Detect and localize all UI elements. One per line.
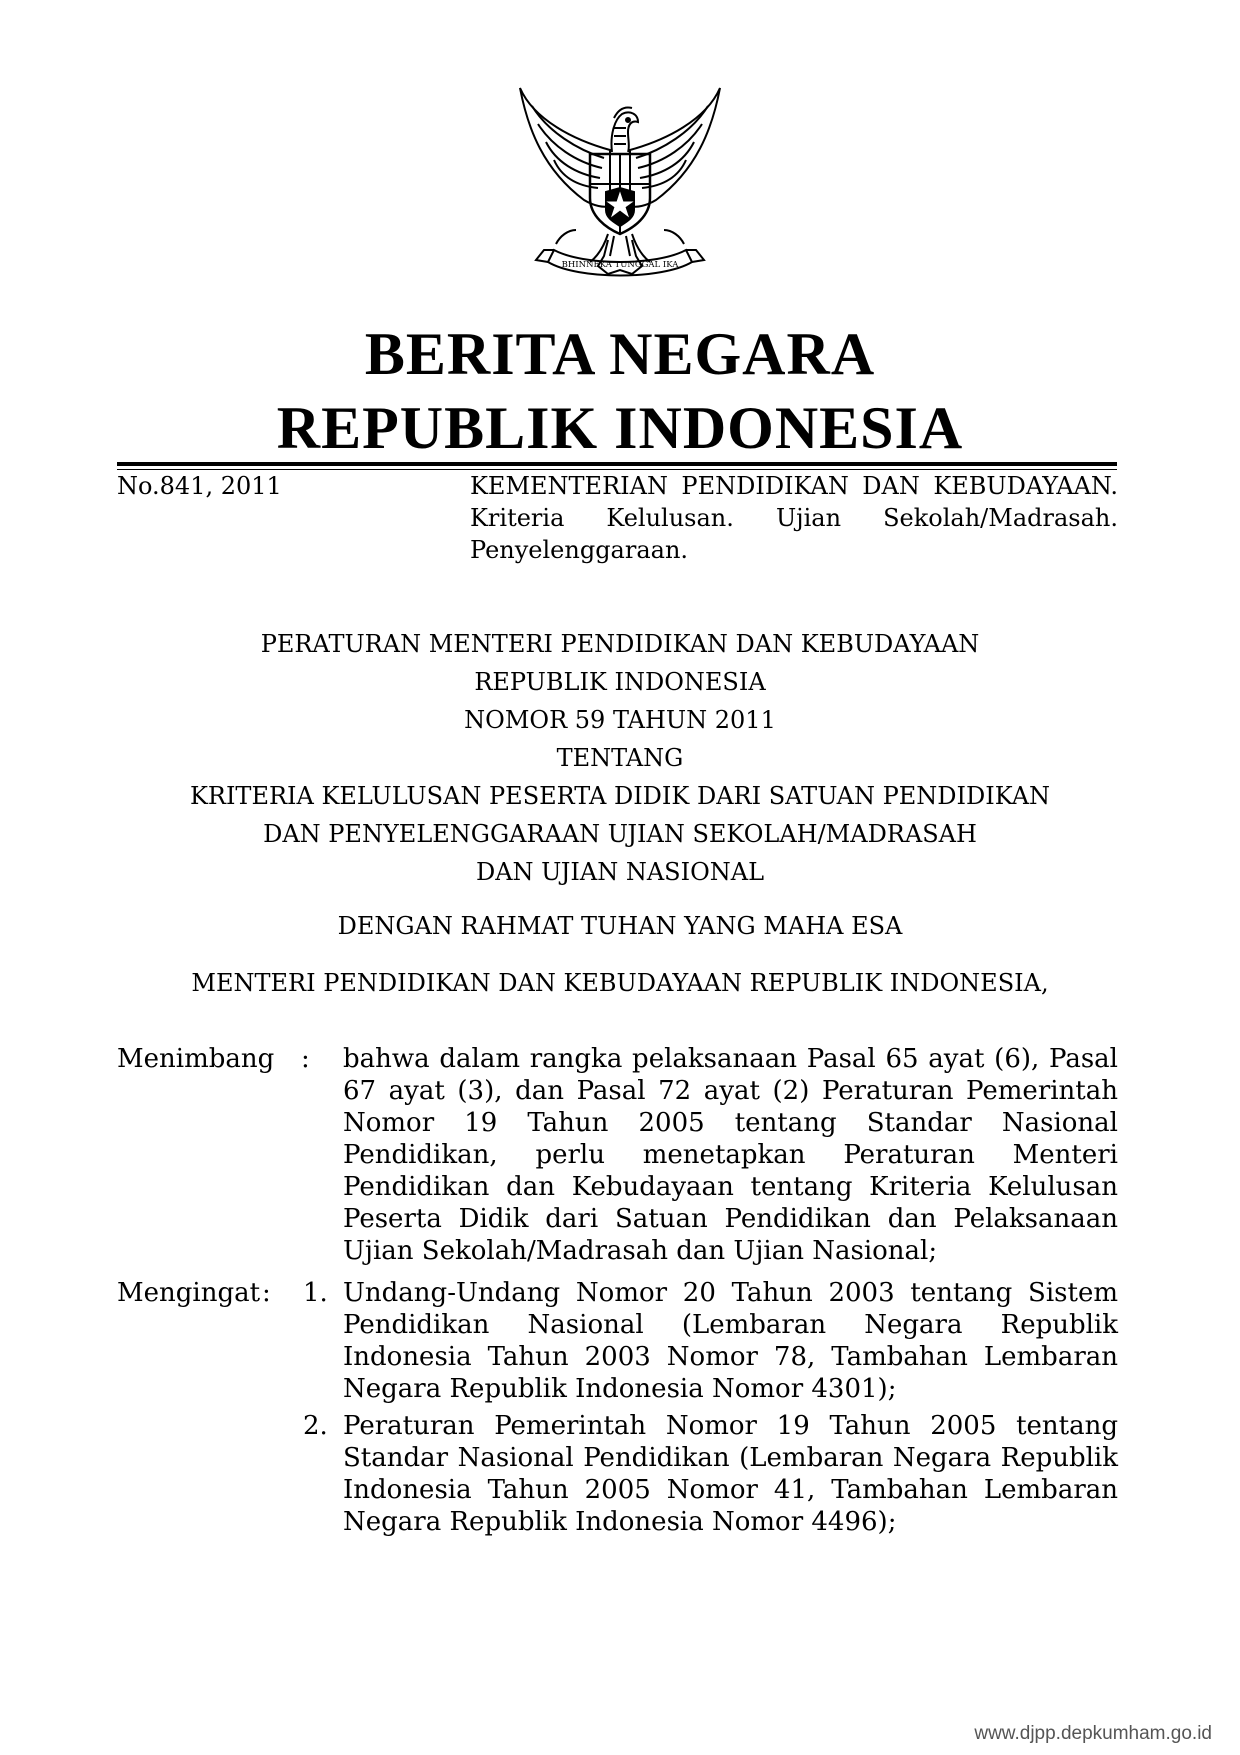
masthead-rule <box>117 462 1117 466</box>
minister-line: MENTERI PENDIDIKAN DAN KEBUDAYAAN REPUBLIK INDONESIA, <box>191 969 1049 997</box>
mengingat-item-number: 1. <box>303 1278 328 1308</box>
garuda-emblem-icon <box>514 80 726 300</box>
issue-number: No.841, 2011 <box>117 472 282 500</box>
menimbang-colon: : <box>301 1044 310 1074</box>
footer-url: www.djpp.depkumham.go.id <box>974 1723 1212 1744</box>
regulation-title-line: PERATURAN MENTERI PENDIDIKAN DAN KEBUDAYAAN <box>260 630 980 658</box>
regulation-title-line: NOMOR 59 TAHUN 2011 <box>464 706 776 734</box>
menimbang-text: bahwa dalam rangka pelaksanaan Pasal 65 ayat (6), Pasal 67 ayat (3), dan Pasal 72 ayat (2) Peraturan Pemerintah Nomor 19 Tahun 2005 tentang Standar Nasional Pendidikan, perlu menetapkan Peraturan Menteri Pendidikan dan Kebudayaan tentang Kriteria Kelulusan Peserta Didik dari Satuan Pendidikan dan Pelaksanaan Ujian Sekolah/Madrasah dan Ujian Nasional; <box>343 1044 1118 1266</box>
regulation-title-line: DAN PENYELENGGARAAN UJIAN SEKOLAH/MADRASAH <box>263 820 977 848</box>
issue-subject: KEMENTERIAN PENDIDIKAN DAN KEBUDAYAAN. Kriteria Kelulusan. Ujian Sekolah/Madrasah. Penyelenggaraan. <box>470 472 1118 564</box>
mengingat-colon: : <box>262 1278 271 1308</box>
masthead-subtitle: REPUBLIK INDONESIA <box>276 395 964 461</box>
emblem-motto: BHINNEKA TUNGGAL IKA <box>561 260 679 270</box>
regulation-title-line: REPUBLIK INDONESIA <box>474 668 766 696</box>
mengingat-item-text: Undang-Undang Nomor 20 Tahun 2003 tentang Sistem Pendidikan Nasional (Lembaran Negara Republik Indonesia Tahun 2003 Nomor 78, Tambahan Lembaran Negara Republik Indonesia Nomor 4301); <box>343 1278 1118 1404</box>
regulation-title-line: TENTANG <box>556 744 684 772</box>
mengingat-item-number: 2. <box>303 1411 328 1441</box>
regulation-title-line: DAN UJIAN NASIONAL <box>475 858 765 886</box>
menimbang-label: Menimbang <box>117 1044 275 1074</box>
masthead-title: BERITA NEGARA <box>364 321 876 387</box>
regulation-title <box>0 625 1240 891</box>
regulation-title-line: KRITERIA KELULUSAN PESERTA DIDIK DARI SATUAN PENDIDIKAN <box>189 782 1051 810</box>
mengingat-item-text: Peraturan Pemerintah Nomor 19 Tahun 2005 tentang Standar Nasional Pendidikan (Lembaran Negara Republik Indonesia Tahun 2005 Nomor 41, Tambahan Lembaran Negara Republik Indonesia Nomor 4496); <box>343 1411 1118 1537</box>
invocation: DENGAN RAHMAT TUHAN YANG MAHA ESA <box>337 912 903 940</box>
mengingat-label: Mengingat <box>117 1278 261 1308</box>
